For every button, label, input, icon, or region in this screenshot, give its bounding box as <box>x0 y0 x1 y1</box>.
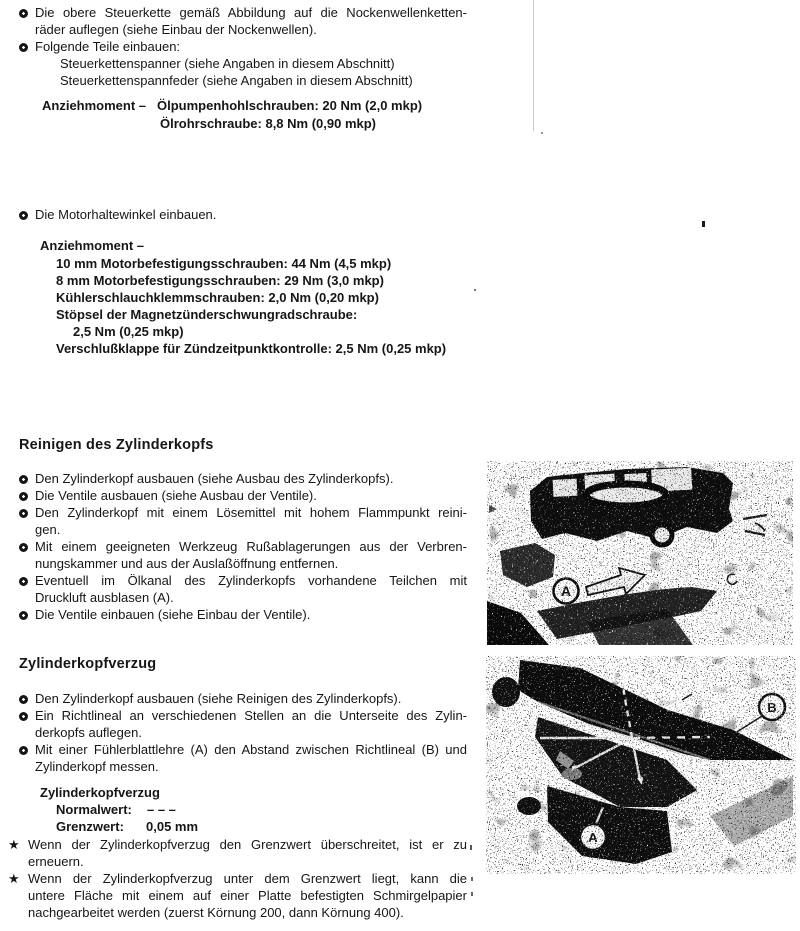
torque-spec-line: Stöpsel der Magnetzünderschwungradschraube: <box>56 307 358 322</box>
star-icon: ★ <box>8 871 20 886</box>
text-line: Die obere Steuerkette gemäß Abbildung auf die Nockenwellenketten- <box>35 5 467 20</box>
text-line: Druckluft ausblasen (A). <box>35 590 174 605</box>
torque-spec-line: Ölpumpenhohlschrauben: 20 Nm (2,0 mkp) <box>157 98 423 113</box>
torque-spec-line: Verschlußklappe für Zündzeitpunktkontrolle: 2,5 Nm (0,25 mkp) <box>56 341 447 356</box>
text-line: Mit einem geeigneten Werkzeug Rußablagerungen aus der Verbren- <box>35 539 467 554</box>
top-step-list <box>19 4 467 89</box>
bullet-marker-icon <box>19 211 28 220</box>
text-line: Wenn der Zylinderkopfverzug den Grenzwert überschreitet, ist er zu <box>28 837 467 852</box>
note-item <box>8 836 467 870</box>
bullet-item <box>19 606 467 623</box>
bullet-item <box>19 4 467 38</box>
bullet-item <box>19 741 467 775</box>
section-heading-warp: Zylinderkopfverzug <box>19 656 157 672</box>
note-item <box>8 870 467 921</box>
torque-spec-line: Ölrohrschraube: 8,8 Nm (0,90 mkp) <box>160 116 377 131</box>
bullet-marker-icon <box>19 509 28 518</box>
bullet-marker-icon <box>19 43 28 52</box>
bullet-marker-icon <box>19 695 28 704</box>
bullet-item <box>19 572 467 606</box>
bullet-item <box>19 470 467 487</box>
figure-oil-passage-photo <box>487 461 793 645</box>
bullet-marker-icon <box>19 9 28 18</box>
warp-step-list <box>19 690 467 775</box>
scan-speck <box>702 221 705 227</box>
torque-spec-line: Kühlerschlauchklemmschrauben: 2,0 Nm (0,20 mkp) <box>56 290 379 305</box>
spec-label: Grenzwert: <box>56 819 124 834</box>
bullet-marker-icon <box>19 577 28 586</box>
torque-label: Anziehmoment – <box>40 238 145 253</box>
bullet-marker-icon <box>19 475 28 484</box>
text-line: Die Motorhaltewinkel einbauen. <box>35 207 217 222</box>
bullet-marker-icon <box>19 492 28 501</box>
text-line: Die Ventile ausbauen (siehe Ausbau der Ventile). <box>35 488 317 503</box>
bullet-item <box>19 538 467 572</box>
bullet-item <box>19 707 467 741</box>
bullet-marker-icon <box>19 543 28 552</box>
spec-value-limit: 0,05 mm <box>146 819 199 834</box>
spec-value-normal: – – – <box>147 802 176 817</box>
text-line: Zylinderkopf messen. <box>35 759 159 774</box>
text-line: nungskammer und aus der Auslaßöffnung entfernen. <box>35 556 339 571</box>
spec-label: Normalwert: <box>56 802 132 817</box>
bullet-item <box>19 504 467 538</box>
text-line: Den Zylinderkopf ausbauen (siehe Ausbau des Zylinderkopfs). <box>35 471 394 486</box>
text-line: Den Zylinderkopf ausbauen (siehe Reinigen des Zylinderkopfs). <box>35 691 402 706</box>
scan-speck <box>471 892 473 896</box>
bullet-item <box>19 487 467 504</box>
bullet-item <box>19 38 467 89</box>
spec-row-normal <box>56 801 132 818</box>
text-line: Wenn der Zylinderkopfverzug unter dem Grenzwert liegt, kann die <box>28 871 467 886</box>
text-line: erneuern. <box>28 854 84 869</box>
scan-artifact-line <box>533 0 534 131</box>
figure-warp-measurement-photo <box>486 656 796 874</box>
scan-speck <box>471 877 473 881</box>
spec-title: Zylinderkopfverzug <box>40 785 160 800</box>
bullet-marker-icon <box>19 712 28 721</box>
star-icon: ★ <box>8 837 20 852</box>
bullet-marker-icon <box>19 746 28 755</box>
torque-spec-line: 8 mm Motorbefestigungsschrauben: 29 Nm (3,0 mkp) <box>56 273 384 288</box>
text-line: Folgende Teile einbauen: <box>35 39 181 54</box>
text-line: derkopfs auflegen. <box>35 725 142 740</box>
bullet-item <box>19 206 467 223</box>
text-line: räder auflegen (siehe Einbau der Nockenwellen). <box>35 22 317 37</box>
section-heading-cleaning: Reinigen des Zylinderkopfs <box>19 437 214 453</box>
text-line: Steuerkettenspannfeder (siehe Angaben in diesem Abschnitt) <box>60 73 413 88</box>
scan-speck <box>470 845 472 850</box>
text-line: Eventuell im Ölkanal des Zylinderkopfs vorhandene Teilchen mit <box>35 573 467 588</box>
text-line: untere Fläche mit einem auf einer Platte befestigten Schmirgelpapier <box>28 888 467 903</box>
note-list <box>8 836 467 921</box>
scan-speck <box>541 132 543 134</box>
engine-step-list <box>19 206 467 223</box>
torque-spec-line: 10 mm Motorbefestigungsschrauben: 44 Nm (4,5 mkp) <box>56 256 392 271</box>
cleaning-step-list <box>19 470 467 623</box>
torque-spec-line: 2,5 Nm (0,25 mkp) <box>73 324 184 339</box>
text-line: Ein Richtlineal an verschiedenen Stellen an die Unterseite des Zylin- <box>35 708 467 723</box>
text-line: Steuerkettenspanner (siehe Angaben in diesem Abschnitt) <box>60 56 395 71</box>
text-line: nachgearbeitet werden (zuerst Körnung 200, dann Körnung 400). <box>28 905 404 920</box>
text-line: Den Zylinderkopf mit einem Lösemittel mit hohem Flammpunkt reini- <box>35 505 467 520</box>
spec-row-limit <box>56 818 124 835</box>
bullet-item <box>19 690 467 707</box>
scan-speck <box>474 289 476 291</box>
text-line: Mit einer Fühlerblattlehre (A) den Abstand zwischen Richtlineal (B) und <box>35 742 467 757</box>
text-line: gen. <box>35 522 61 537</box>
torque-label: Anziehmoment – <box>42 98 147 113</box>
bullet-marker-icon <box>19 611 28 620</box>
text-line: Die Ventile einbauen (siehe Einbau der Ventile). <box>35 607 311 622</box>
